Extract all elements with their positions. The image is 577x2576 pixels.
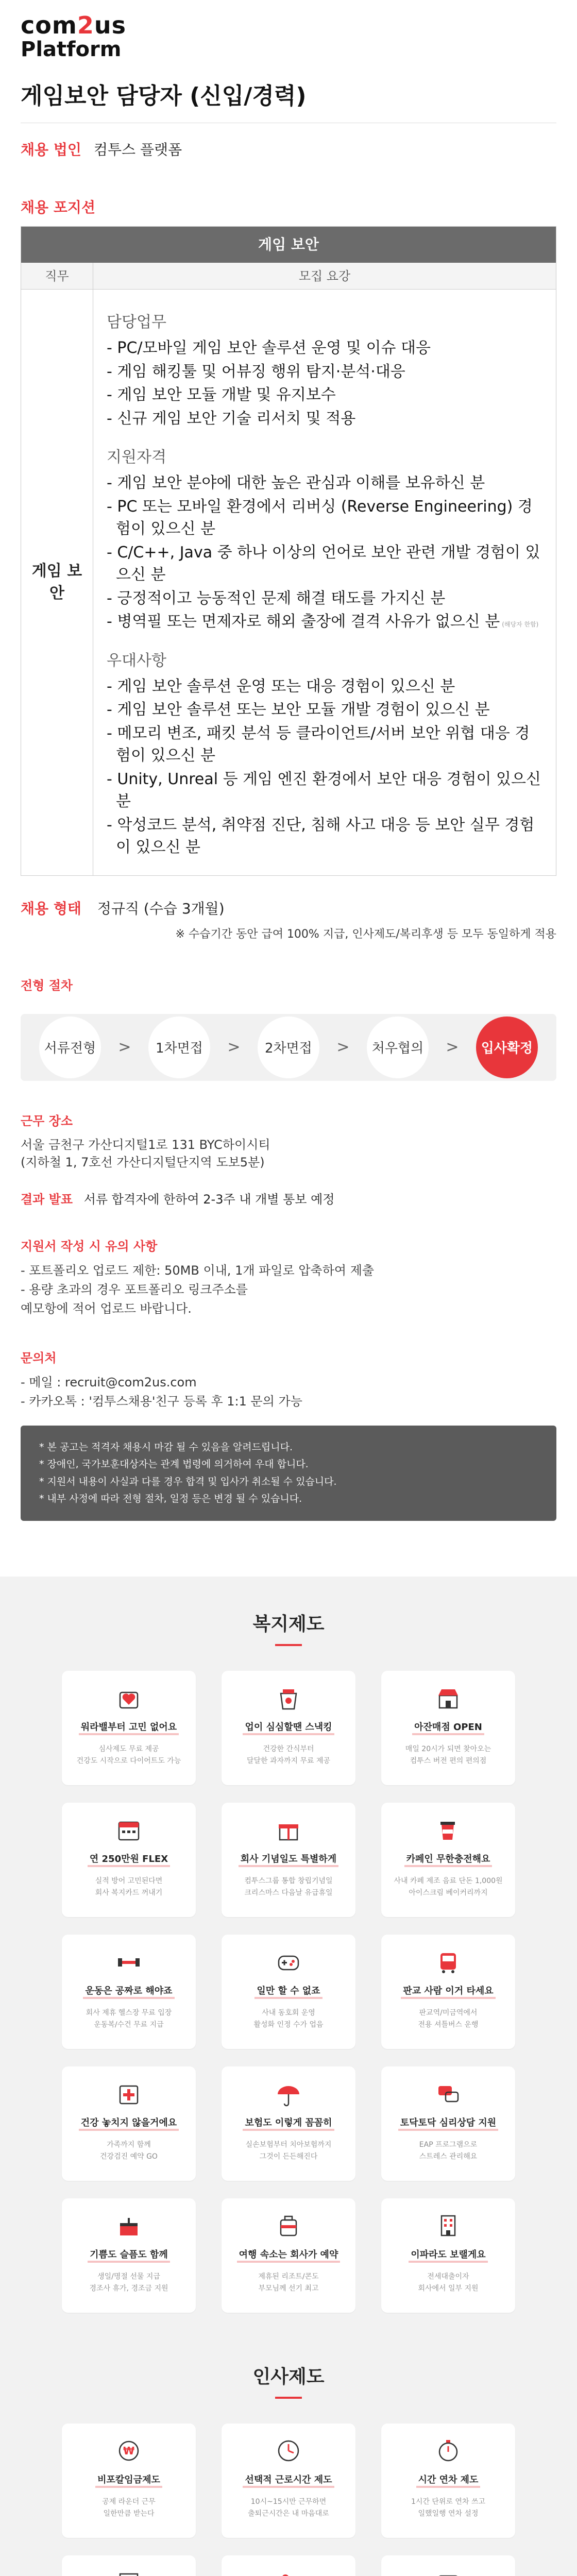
welfare-card-title: 토닥토닥 심리상담 지원 [398, 2117, 498, 2131]
notice-box: * 본 공고는 적격자 채용시 마감 될 수 있음을 알려드립니다. * 장애인, 국가보훈대상자는 관계 법령에 의거하여 우대 합니다. * 지원서 내용이 사실과 다를 경우 합격 및 입사가 취소될 수 있습니다. * 내부 사정에 따라 전형 절차, 일정 등은 변경 될 수 있습니다. [21, 1426, 556, 1521]
step-final: 입사확정 [476, 1016, 538, 1078]
col-requirements: 모집 요강 [298, 269, 351, 283]
welfare-card [62, 1671, 196, 1785]
svg-text:₩: ₩ [123, 2445, 135, 2457]
list-item: - 게임 보안 솔루션 또는 보안 모듈 개발 경험이 있으신 분 [107, 701, 490, 719]
welfare-card-title: 카페인 무한충전해요 [404, 1853, 493, 1867]
welfare-card [222, 2198, 355, 2313]
time-icon [386, 2435, 510, 2467]
col-job: 직무 [21, 263, 93, 289]
page-title: 게임보안 담당자 (신입/경력) [21, 83, 307, 109]
welfare-card-desc: 심사제도 무료 제공 건강도 시작으로 다이어트도 가능 [76, 1745, 181, 1765]
welfare-title: 복지제도 [252, 1614, 325, 1635]
welfare-card-desc: 생일/명절 선물 지급 경조사 휴가, 경조금 지원 [89, 2273, 168, 2293]
arrow-icon: > [446, 1038, 459, 1056]
hiring-corp [21, 139, 556, 159]
hr-title: 인사제도 [252, 2366, 325, 2387]
contact-kakao: - 카카오톡 : '컴투스채용'친구 등록 후 1:1 문의 가능 [21, 1394, 302, 1409]
heart-icon [67, 1682, 191, 1714]
welfare-card-desc: 전세대출이자 회사에서 일부 지원 [418, 2273, 479, 2293]
list-item: - 메모리 변조, 패킷 분석 등 클라이언트/서버 보안 위협 대응 경험이 있으신 분 [107, 724, 530, 765]
list-item: - 게임 보안 분야에 대한 높은 관심과 이해를 보유하신 분 [107, 474, 485, 492]
welfare-card-title: 이파라도 보랠게요 [409, 2249, 487, 2263]
preferred-group: 우대사항 - 게임 보안 솔루션 운영 또는 대응 경험이 있으신 분 - 게임 보안 솔루션 또는 보안 모듈 개발 경험이 있으신 분 - 메모리 변조, 패킷 분석 등 클라이언트/서버 보안 위협 대응 경험이 있으신 분 - Unity, Unreal 등 게임 엔진 환경에서 보안 대응 경험이 있으신 분 - 악성코드 분석, 취약점 진단, 침해 사고 대응 등 보안 실무 경험이 있으신 분 [107, 648, 545, 859]
position-label: 채용 포지션 [21, 199, 95, 216]
welfare-card-desc: 사내 카페 제조 음료 단돈 1,000원 아이스크림 베이커리까지 [394, 1877, 503, 1897]
welfare-card [62, 2198, 196, 2313]
hr-card-title: 선택적 근로시간 제도 [243, 2474, 334, 2488]
hr-card [381, 2555, 515, 2576]
employment-note: ※ 수습기간 동안 급여 100% 지급, 인사제도/복리후생 등 모두 동일하게 적용 [175, 927, 556, 941]
calendar-icon [67, 1814, 191, 1846]
hr-card-desc: 공제 라운더 근무 일한만큼 받는다 [102, 2498, 156, 2518]
welfare-card [381, 2198, 515, 2313]
welfare-card-title: 아잔매점 OPEN [412, 1721, 484, 1735]
welfare-card-title: 여행 속소는 회사가 예약 [237, 2249, 341, 2263]
list-item: - 게임 보안 솔루션 운영 또는 대응 경험이 있으신 분 [107, 677, 455, 696]
money-icon [67, 2435, 191, 2467]
duties-group: 담당업무 - PC/모바일 게임 보안 솔루션 운영 및 이슈 대응 - 게임 해킹툴 및 어뷰징 행위 탐지·분석·대응 - 게임 보안 모듈 개발 및 유지보수 - 신규 게임 보안 기술 리서치 및 적용 [107, 309, 545, 430]
hr-card [62, 2555, 196, 2576]
welfare-card-desc: 가족까지 함께 건강검진 예약 GO [100, 2141, 158, 2161]
welfare-card-desc: 매일 20시가 되면 찾아오는 컴투스 버전 편의 편의점 [405, 1745, 491, 1765]
list-item: - Unity, Unreal 등 게임 엔진 환경에서 보안 대응 경험이 있으신 분 [107, 770, 541, 810]
step-interview-1: 1차면접 [148, 1016, 210, 1078]
list-item: - 게임 해킹툴 및 어뷰징 행위 탐지·분석·대응 [107, 362, 405, 381]
welfare-card-title: 일만 할 수 없죠 [254, 1985, 322, 1999]
bus-icon [386, 1946, 510, 1978]
step-interview-2: 2차면접 [258, 1016, 319, 1078]
employment-type: 채용 형태 정규직 (수습 3개월) [21, 900, 225, 917]
welfare-card [62, 1935, 196, 2049]
table-header: 게임 보안 [21, 227, 556, 263]
dumbbell-icon [67, 1946, 191, 1978]
welfare-card-title: 기쁨도 슬픔도 함께 [88, 2249, 170, 2263]
hr-card [222, 2424, 355, 2538]
qualifications-group: 지원자격 - 게임 보안 분야에 대한 높은 관심과 이해를 보유하신 분 - PC 또는 모바일 환경에서 리버싱 (Reverse Engineering) 경험이 있으신 분 - C/C++, Java 중 하나 이상의 언어로 보안 관련 개발 경험이 있으신 분 - 긍정적이고 능동적인 문제 해결 태도를 가지신 분 - 병역필 또는 면제자로 해외 출장에 결격 사유가 없으신 분 (해당자 한함) [107, 444, 545, 633]
table-subheader [21, 263, 556, 290]
umbrella-icon [227, 2078, 350, 2110]
welfare-card-desc: 건강한 간식부터 달달한 과자까지 무료 제공 [246, 1745, 331, 1765]
list-item: - 악성코드 분석, 취약점 진단, 침해 사고 대응 등 보안 실무 경험이 있으신 분 [107, 816, 535, 856]
welfare-card [381, 2066, 515, 2181]
table-body [21, 290, 556, 875]
welfare-card-desc: 사내 동호회 운영 활성화 인정 수가 업음 [253, 2009, 324, 2029]
welfare-card-desc: 컴투스그룹 통합 창립기념일 크리스마스 다음날 유급휴일 [244, 1877, 333, 1897]
welfare-card-desc: EAP 프로그램으로 스트레스 관리해요 [419, 2141, 478, 2161]
welfare-card-title: 회사 기념일도 특별하게 [239, 1853, 338, 1867]
welfare-cards [0, 1671, 577, 2313]
hr-card-title: 시간 연차 제도 [416, 2474, 481, 2488]
arrow-icon: > [336, 1038, 350, 1056]
list-item: - 신규 게임 보안 기술 리서치 및 적용 [107, 409, 356, 428]
step-document: 서류전형 [39, 1016, 101, 1078]
reward-icon [67, 2567, 191, 2576]
hr-card [381, 2424, 515, 2538]
contact-email: - 메일 : recruit@com2us.com [21, 1375, 197, 1389]
com2us-platform-logo: com 2 us Platform [21, 11, 126, 61]
hr-card-desc: 10시~15시만 근무하면 출퇴근시간은 내 마음대로 [248, 2498, 329, 2518]
welfare-card [62, 2066, 196, 2181]
welfare-card-title: 보험도 이렇게 꼼꼼히 [243, 2117, 334, 2131]
welfare-card-title: 판교 사람 이거 타세요 [401, 1985, 495, 1999]
welfare-card [62, 1803, 196, 1917]
clock-icon [227, 2435, 350, 2467]
welfare-card-title: 업이 심심할땐 스낵킹 [243, 1721, 334, 1735]
hiring-corp-value: 컴투스 플랫폼 [93, 141, 182, 158]
building-icon [386, 2210, 510, 2242]
recommend-icon [227, 2567, 350, 2576]
health-icon [67, 2078, 191, 2110]
process-steps [21, 1014, 556, 1081]
counsel-icon [386, 2078, 510, 2110]
welfare-card-desc: 제휴된 리조트/콘도 부모님께 선기 최고 [258, 2273, 319, 2293]
game-icon [227, 1946, 350, 1978]
list-item: - 긍정적이고 능동적인 문제 해결 태도를 가지신 분 [107, 589, 446, 607]
welfare-card [222, 1935, 355, 2049]
store-icon [386, 1682, 510, 1714]
job-name: 게임 보안 [21, 290, 93, 875]
cake-icon [67, 2210, 191, 2242]
welfare-card-title: 건강 놓치지 않을거에요 [79, 2117, 179, 2131]
hr-card-desc: 1시간 단위로 연차 쓰고 일했일행 연차 설정 [411, 2498, 485, 2518]
coffee-icon [386, 1814, 510, 1846]
trip-icon [227, 2210, 350, 2242]
welfare-card [381, 1671, 515, 1785]
application-notes: 지원서 작성 시 유의 사항 - 포트폴리오 업로드 제한: 50MB 이내, 1개 파일로 압축하여 제출 - 용량 초과의 경우 포트폴리오 링크주소를 예모항에 적어 업로드 바랍니다. [21, 1239, 375, 1316]
welfare-card-title: 연 250만원 FLEX [88, 1853, 170, 1867]
list-item: - C/C++, Java 중 하나 이상의 언어로 보안 관련 개발 경험이 있으신 분 [107, 543, 540, 584]
welfare-card [222, 1803, 355, 1917]
contact-info: 문의처 - 메일 : recruit@com2us.com - 카카오톡 : '컴투스채용'친구 등록 후 1:1 문의 가능 [21, 1348, 556, 1411]
welfare-card [381, 1935, 515, 2049]
snack-icon [227, 1682, 350, 1714]
position-table [21, 226, 556, 876]
welfare-card-desc: 회사 제휴 헬스장 무료 입장 운동복/수건 무료 지급 [86, 2009, 172, 2029]
welfare-card-desc: 판교역/미금역에서 전용 셔틀버스 운행 [418, 2009, 479, 2029]
process-label: 전형 절차 [21, 978, 73, 993]
header [0, 0, 577, 60]
benefit-area [0, 1577, 577, 2576]
hr-card [222, 2555, 355, 2576]
welfare-card-desc: 실적 방어 고민된다면 회사 복지카드 꺼내기 [95, 1877, 163, 1897]
list-item: - PC 또는 모바일 환경에서 리버싱 (Reverse Engineering) 경험이 있으신 분 [107, 497, 533, 538]
welfare-card [381, 1803, 515, 1917]
arrow-icon: > [118, 1038, 131, 1056]
list-item: - PC/모바일 게임 보안 솔루션 운영 및 이슈 대응 [107, 339, 431, 357]
work-place: 근무 장소 서울 금천구 가산디지털1로 131 BYC하이시티 (지하철 1, 7호선 가산디지털단지역 도보5분) [21, 1113, 270, 1170]
welfare-card [222, 2066, 355, 2181]
step-negotiation: 처우협의 [367, 1016, 429, 1078]
requirements-cell [93, 290, 556, 875]
recovery-icon [386, 2567, 510, 2576]
hr-underline [275, 2397, 302, 2399]
hr-card [62, 2424, 196, 2538]
welfare-card [222, 1671, 355, 1785]
welfare-card-title: 워라밸부터 고민 없어요 [79, 1721, 179, 1735]
arrow-icon: > [227, 1038, 241, 1056]
hr-card-title: 비포칼임금제도 [95, 2474, 162, 2488]
hiring-corp-key: 채용 법인 [21, 141, 81, 158]
result-announcement: 결과 발표 서류 합격자에 한하여 2-3주 내 개별 통보 예정 [21, 1192, 335, 1207]
welfare-card-title: 운동은 공짜로 해야죠 [83, 1985, 174, 1999]
welfare-card-desc: 실손보험부터 치아보험까지 그것이 든든해진다 [245, 2141, 332, 2161]
welfare-underline [275, 1644, 302, 1646]
hr-cards [0, 2424, 577, 2576]
gift-icon [227, 1814, 350, 1846]
list-item: - 병역필 또는 면제자로 해외 출장에 결격 사유가 없으신 분 (해당자 한함) [107, 613, 539, 631]
list-item: - 게임 보안 모듈 개발 및 유지보수 [107, 386, 336, 404]
